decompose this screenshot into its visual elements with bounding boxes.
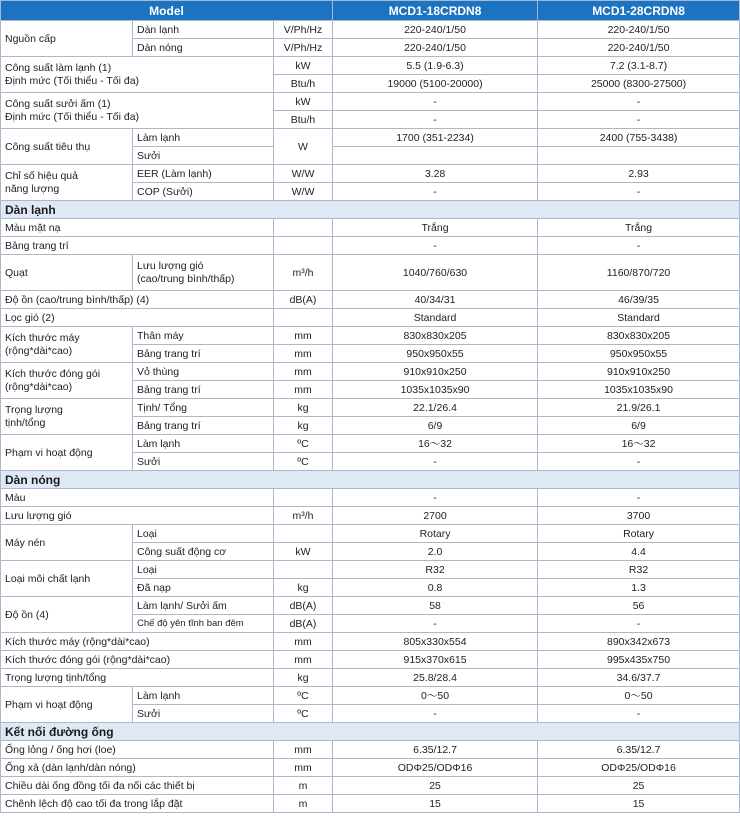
value-cell: R32 bbox=[538, 561, 740, 579]
sub-label: Làm lạnh bbox=[133, 129, 274, 147]
unit-cell: kW bbox=[274, 57, 333, 75]
value-cell: 1.3 bbox=[538, 579, 740, 597]
label-line-2: Định mức (Tối thiểu - Tối đa) bbox=[5, 110, 140, 123]
label-line-1: Công suất sưởi ấm (1) bbox=[5, 97, 111, 110]
sub-label: Loại bbox=[133, 561, 274, 579]
sub-label: Làm lạnh bbox=[133, 687, 274, 705]
value-cell: 6.35/12.7 bbox=[538, 741, 740, 759]
section-row bbox=[1, 723, 740, 741]
value-cell: 56 bbox=[538, 597, 740, 615]
value-cell: 805x330x554 bbox=[333, 633, 538, 651]
label-line-2: năng lượng bbox=[5, 182, 60, 195]
value-cell: 950x950x55 bbox=[538, 345, 740, 363]
row-label-cooling-capacity bbox=[1, 57, 274, 93]
value-cell: - bbox=[333, 453, 538, 471]
row-label-heating-capacity bbox=[1, 93, 274, 129]
value-cell: - bbox=[538, 93, 740, 111]
value-cell: Standard bbox=[333, 309, 538, 327]
row-label-indoor-noise: Độ ồn (cao/trung bình/thấp) (4) bbox=[1, 291, 274, 309]
label-line-1: Trọng lượng bbox=[5, 403, 63, 416]
value-cell: 2700 bbox=[333, 507, 538, 525]
unit-cell bbox=[274, 309, 333, 327]
value-cell: 1040/760/630 bbox=[333, 255, 538, 291]
value-cell: 2400 (755-3438) bbox=[538, 129, 740, 147]
value-cell: 220-240/1/50 bbox=[333, 39, 538, 57]
table-row bbox=[1, 435, 740, 453]
table-row bbox=[1, 687, 740, 705]
value-cell: - bbox=[538, 615, 740, 633]
sub-label: Sưởi bbox=[133, 147, 274, 165]
value-cell: - bbox=[333, 489, 538, 507]
unit-cell: mm bbox=[274, 741, 333, 759]
table-row bbox=[1, 363, 740, 381]
label-line-2: (rộng*dài*cao) bbox=[5, 344, 73, 357]
value-cell: 890x342x673 bbox=[538, 633, 740, 651]
unit-cell: kg bbox=[274, 579, 333, 597]
section-title-outdoor: Dàn nóng bbox=[1, 471, 740, 489]
value-cell: Rotary bbox=[538, 525, 740, 543]
row-label-compressor: Máy nén bbox=[1, 525, 133, 561]
row-label-refrigerant: Loại môi chất lạnh bbox=[1, 561, 133, 597]
value-cell: 34.6/37.7 bbox=[538, 669, 740, 687]
table-row bbox=[1, 255, 740, 291]
table-row bbox=[1, 327, 740, 345]
value-cell: 830x830x205 bbox=[333, 327, 538, 345]
sub-label: Vỏ thùng bbox=[133, 363, 274, 381]
section-row bbox=[1, 471, 740, 489]
value-cell: 15 bbox=[538, 795, 740, 813]
unit-cell: ºC bbox=[274, 687, 333, 705]
table-row bbox=[1, 219, 740, 237]
sub-label: Loại bbox=[133, 525, 274, 543]
value-cell: 25000 (8300-27500) bbox=[538, 75, 740, 93]
value-cell: - bbox=[333, 93, 538, 111]
value-cell: 0.8 bbox=[333, 579, 538, 597]
row-label-panel: Bảng trang trí bbox=[1, 237, 274, 255]
value-cell: 4.4 bbox=[538, 543, 740, 561]
unit-cell: m bbox=[274, 777, 333, 795]
row-label-outdoor-pack-dims: Kích thước đóng gói (rộng*dài*cao) bbox=[1, 651, 274, 669]
value-cell: 16～32 bbox=[333, 435, 538, 453]
value-cell: 5.5 (1.9-6.3) bbox=[333, 57, 538, 75]
unit-cell: V/Ph/Hz bbox=[274, 21, 333, 39]
model-label: Model bbox=[1, 1, 333, 21]
unit-cell: mm bbox=[274, 327, 333, 345]
value-cell: 22.1/26.4 bbox=[333, 399, 538, 417]
label-line-1: Lưu lượng gió bbox=[137, 259, 204, 272]
unit-cell: mm bbox=[274, 759, 333, 777]
unit-cell: Btu/h bbox=[274, 111, 333, 129]
unit-cell bbox=[274, 561, 333, 579]
row-label-power: Nguồn cấp bbox=[1, 21, 133, 57]
value-cell: - bbox=[333, 237, 538, 255]
sub-label: Làm lạnh bbox=[133, 435, 274, 453]
unit-cell: ºC bbox=[274, 453, 333, 471]
value-cell: 2.93 bbox=[538, 165, 740, 183]
row-label-outdoor-dims: Kích thước máy (rộng*dài*cao) bbox=[1, 633, 274, 651]
table-row bbox=[1, 561, 740, 579]
label-line-1: Công suất làm lạnh (1) bbox=[5, 61, 112, 74]
value-cell: ODΦ25/ODΦ16 bbox=[538, 759, 740, 777]
value-cell: Trắng bbox=[333, 219, 538, 237]
label-line-2: tịnh/tổng bbox=[5, 416, 46, 429]
value-cell: ODΦ25/ODΦ16 bbox=[333, 759, 538, 777]
unit-cell bbox=[274, 489, 333, 507]
value-cell: 1035x1035x90 bbox=[333, 381, 538, 399]
value-cell: 220-240/1/50 bbox=[333, 21, 538, 39]
row-label-indoor-dims bbox=[1, 327, 133, 363]
sub-label: Bảng trang trí bbox=[133, 345, 274, 363]
sub-label: COP (Sưởi) bbox=[133, 183, 274, 201]
value-cell: 25 bbox=[333, 777, 538, 795]
value-cell: 915x370x615 bbox=[333, 651, 538, 669]
value-cell: 46/39/35 bbox=[538, 291, 740, 309]
value-cell bbox=[538, 147, 740, 165]
table-row bbox=[1, 741, 740, 759]
unit-cell bbox=[274, 237, 333, 255]
table-row bbox=[1, 291, 740, 309]
unit-cell: Btu/h bbox=[274, 75, 333, 93]
row-label-outdoor-airflow: Lưu lượng gió bbox=[1, 507, 274, 525]
value-cell: 220-240/1/50 bbox=[538, 21, 740, 39]
table-row bbox=[1, 165, 740, 183]
value-cell: 7.2 (3.1-8.7) bbox=[538, 57, 740, 75]
unit-cell: ºC bbox=[274, 705, 333, 723]
unit-cell: ºC bbox=[274, 435, 333, 453]
value-cell: 2.0 bbox=[333, 543, 538, 561]
value-cell: Standard bbox=[538, 309, 740, 327]
value-cell: - bbox=[538, 489, 740, 507]
row-label-pipe-length: Chiều dài ống đồng tối đa nối các thiết bị bbox=[1, 777, 274, 795]
table-row bbox=[1, 237, 740, 255]
value-cell: - bbox=[538, 183, 740, 201]
table-row bbox=[1, 759, 740, 777]
row-label-pipe: Ống lỏng / ống hơi (loe) bbox=[1, 741, 274, 759]
header-row bbox=[1, 1, 740, 21]
row-label-fan: Quạt bbox=[1, 255, 133, 291]
sub-label: Dàn lạnh bbox=[133, 21, 274, 39]
table-row bbox=[1, 309, 740, 327]
unit-cell: mm bbox=[274, 363, 333, 381]
value-cell: 6.35/12.7 bbox=[333, 741, 538, 759]
sub-label: Công suất động cơ bbox=[133, 543, 274, 561]
table-row bbox=[1, 633, 740, 651]
value-cell: 3700 bbox=[538, 507, 740, 525]
unit-cell: V/Ph/Hz bbox=[274, 39, 333, 57]
value-cell: 950x950x55 bbox=[333, 345, 538, 363]
value-cell: 220-240/1/50 bbox=[538, 39, 740, 57]
sub-label: Đã nạp bbox=[133, 579, 274, 597]
value-cell: - bbox=[333, 705, 538, 723]
sub-label: Tịnh/ Tổng bbox=[133, 399, 274, 417]
table-row bbox=[1, 21, 740, 39]
value-cell: 6/9 bbox=[538, 417, 740, 435]
row-label-height-diff: Chênh lệch độ cao tối đa trong lắp đặt bbox=[1, 795, 274, 813]
value-cell: 0～50 bbox=[538, 687, 740, 705]
table-row bbox=[1, 525, 740, 543]
unit-cell: mm bbox=[274, 381, 333, 399]
value-cell: 830x830x205 bbox=[538, 327, 740, 345]
model-2-name: MCD1-28CRDN8 bbox=[538, 1, 740, 21]
model-1-name: MCD1-18CRDN8 bbox=[333, 1, 538, 21]
unit-cell: m bbox=[274, 795, 333, 813]
table-row bbox=[1, 669, 740, 687]
value-cell: - bbox=[333, 111, 538, 129]
sub-label: Chế độ yên tĩnh ban đêm bbox=[133, 615, 274, 633]
unit-cell: W bbox=[274, 129, 333, 165]
section-row bbox=[1, 201, 740, 219]
section-title-piping: Kết nối đường ống bbox=[1, 723, 740, 741]
value-cell: 40/34/31 bbox=[333, 291, 538, 309]
unit-cell: kW bbox=[274, 93, 333, 111]
row-label-panel-color: Màu mặt nạ bbox=[1, 219, 274, 237]
value-cell: 1160/870/720 bbox=[538, 255, 740, 291]
unit-cell: m³/h bbox=[274, 255, 333, 291]
row-label-outdoor-color: Màu bbox=[1, 489, 274, 507]
table-row bbox=[1, 777, 740, 795]
unit-cell: dB(A) bbox=[274, 615, 333, 633]
table-row bbox=[1, 57, 740, 75]
value-cell: 21.9/26.1 bbox=[538, 399, 740, 417]
table-row bbox=[1, 93, 740, 111]
row-label-filter: Lọc gió (2) bbox=[1, 309, 274, 327]
row-label-power-input: Công suất tiêu thụ bbox=[1, 129, 133, 165]
unit-cell: kg bbox=[274, 417, 333, 435]
row-label-efficiency bbox=[1, 165, 133, 201]
unit-cell: m³/h bbox=[274, 507, 333, 525]
unit-cell: W/W bbox=[274, 165, 333, 183]
row-label-outdoor-range: Phạm vi hoạt động bbox=[1, 687, 133, 723]
sub-label: Làm lạnh/ Sưởi ấm bbox=[133, 597, 274, 615]
section-title-indoor: Dàn lạnh bbox=[1, 201, 740, 219]
unit-cell: kg bbox=[274, 669, 333, 687]
row-label-drain: Ống xả (dàn lạnh/dàn nóng) bbox=[1, 759, 274, 777]
value-cell: - bbox=[538, 111, 740, 129]
sub-label: Thân máy bbox=[133, 327, 274, 345]
sub-label: Bảng trang trí bbox=[133, 417, 274, 435]
table-row bbox=[1, 651, 740, 669]
unit-cell: dB(A) bbox=[274, 291, 333, 309]
label-line-2: (cao/trung bình/thấp) bbox=[137, 272, 235, 285]
value-cell: 1035x1035x90 bbox=[538, 381, 740, 399]
value-cell: - bbox=[333, 615, 538, 633]
label-line-1: Kích thước máy bbox=[5, 331, 80, 344]
unit-cell: kg bbox=[274, 399, 333, 417]
unit-cell: mm bbox=[274, 345, 333, 363]
value-cell: 910x910x250 bbox=[538, 363, 740, 381]
value-cell: 3.28 bbox=[333, 165, 538, 183]
sub-label: Sưởi bbox=[133, 453, 274, 471]
value-cell: - bbox=[333, 183, 538, 201]
row-label-indoor-range: Phạm vi hoạt động bbox=[1, 435, 133, 471]
value-cell bbox=[333, 147, 538, 165]
unit-cell: mm bbox=[274, 633, 333, 651]
value-cell: - bbox=[538, 705, 740, 723]
value-cell: 1700 (351-2234) bbox=[333, 129, 538, 147]
table-row bbox=[1, 129, 740, 147]
row-label-indoor-weight bbox=[1, 399, 133, 435]
label-line-2: (rộng*dài*cao) bbox=[5, 380, 73, 393]
sub-label: EER (Làm lạnh) bbox=[133, 165, 274, 183]
sub-label: Sưởi bbox=[133, 705, 274, 723]
value-cell: 15 bbox=[333, 795, 538, 813]
label-line-1: Kích thước đóng gói bbox=[5, 367, 101, 380]
value-cell: 910x910x250 bbox=[333, 363, 538, 381]
sub-label: Dàn nóng bbox=[133, 39, 274, 57]
row-label-indoor-pack-dims bbox=[1, 363, 133, 399]
label-line-1: Chỉ số hiệu quả bbox=[5, 169, 78, 182]
value-cell: 6/9 bbox=[333, 417, 538, 435]
unit-cell: mm bbox=[274, 651, 333, 669]
table-row bbox=[1, 489, 740, 507]
label-line-2: Định mức (Tối thiểu - Tối đa) bbox=[5, 74, 140, 87]
table-row bbox=[1, 795, 740, 813]
value-cell: Rotary bbox=[333, 525, 538, 543]
value-cell: 58 bbox=[333, 597, 538, 615]
unit-cell bbox=[274, 525, 333, 543]
value-cell: - bbox=[538, 237, 740, 255]
row-label-outdoor-weight: Trọng lượng tịnh/tổng bbox=[1, 669, 274, 687]
unit-cell: W/W bbox=[274, 183, 333, 201]
sub-label: Bảng trang trí bbox=[133, 381, 274, 399]
table-row bbox=[1, 597, 740, 615]
value-cell: 995x435x750 bbox=[538, 651, 740, 669]
table-row bbox=[1, 507, 740, 525]
unit-cell: dB(A) bbox=[274, 597, 333, 615]
value-cell: 25 bbox=[538, 777, 740, 795]
value-cell: 19000 (5100-20000) bbox=[333, 75, 538, 93]
value-cell: 25.8/28.4 bbox=[333, 669, 538, 687]
table-row bbox=[1, 399, 740, 417]
value-cell: 0～50 bbox=[333, 687, 538, 705]
unit-cell: kW bbox=[274, 543, 333, 561]
value-cell: - bbox=[538, 453, 740, 471]
sub-label bbox=[133, 255, 274, 291]
value-cell: Trắng bbox=[538, 219, 740, 237]
row-label-outdoor-noise: Độ ồn (4) bbox=[1, 597, 133, 633]
unit-cell bbox=[274, 219, 333, 237]
value-cell: 16～32 bbox=[538, 435, 740, 453]
value-cell: R32 bbox=[333, 561, 538, 579]
